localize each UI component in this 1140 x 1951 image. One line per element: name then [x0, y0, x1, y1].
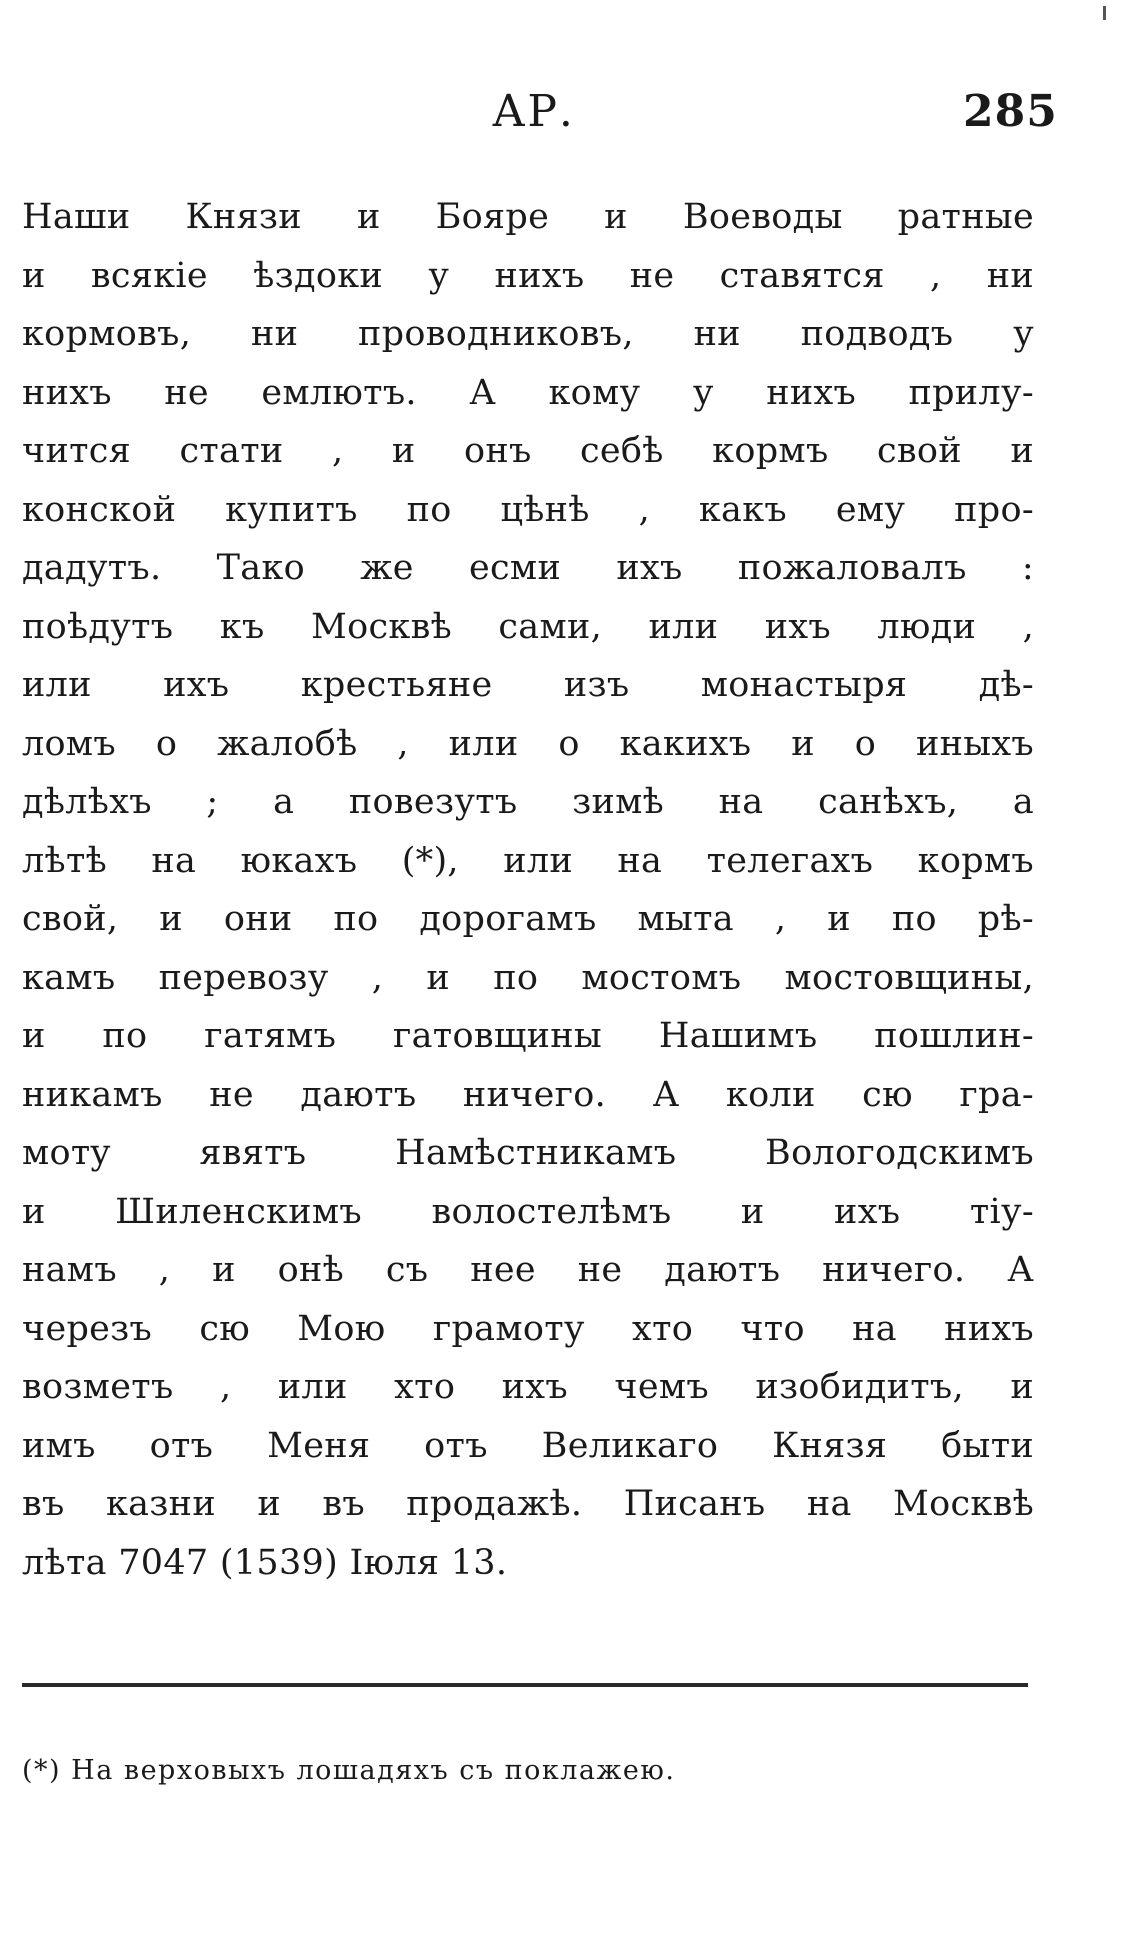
- margin-mark: [1103, 6, 1106, 20]
- text-line: нихъ не емлютъ. А кому у нихъ прилу-: [22, 372, 1034, 413]
- running-head: [0, 86, 1140, 146]
- page-number: 285: [963, 86, 1058, 137]
- text-line: и Шиленскимъ волостелѣмъ и ихъ тіу-: [22, 1191, 1034, 1232]
- footnote-rule: [22, 1683, 1028, 1687]
- text-line: мотy явятъ Намѣстникамъ Вологодскимъ: [22, 1133, 1034, 1173]
- text-line: поѣдутъ къ Москвѣ сами, или ихъ люди ,: [22, 606, 1034, 647]
- text-line: и по гатямъ гатовщины Нашимъ пошлин-: [22, 1016, 1034, 1056]
- text-line: и всякіе ѣздоки у нихъ не ставятся , ни: [22, 255, 1034, 296]
- text-line: дѣлѣхъ ; а повезутъ зимѣ на санѣхъ, а: [22, 782, 1034, 822]
- text-line: черезъ сю Мою грамоту хто что на нихъ: [22, 1308, 1034, 1349]
- text-line: камъ перевозу , и по мостомъ мостовщины,: [22, 957, 1034, 998]
- text-line: дадутъ. Тако же есми ихъ пожаловалъ :: [22, 548, 1034, 588]
- running-title: АР.: [492, 86, 575, 137]
- footnote: (*) На верховыхъ лошадяхъ съ поклажею.: [22, 1755, 676, 1786]
- text-line: возметъ , или хто ихъ чемъ изобидитъ, и: [22, 1367, 1034, 1407]
- text-line: Наши Князи и Бояре и Воеводы ратные: [22, 197, 1034, 237]
- text-line: лѣтѣ на юкахъ (*), или на телегахъ кормъ: [22, 840, 1034, 881]
- body-text: [22, 188, 1034, 1592]
- text-line-last: лѣта 7047 (1539) Іюля 13.: [22, 1542, 508, 1583]
- text-line: конской купитъ по цѣнѣ , какъ ему про-: [22, 489, 1034, 530]
- text-line: въ казни и въ продажѣ. Писанъ на Москвѣ: [22, 1484, 1034, 1524]
- text-line: чится стати , и онъ себѣ кормъ свой и: [22, 431, 1034, 471]
- text-line: никамъ не даютъ ничего. А коли сю гра-: [22, 1074, 1034, 1115]
- text-line: намъ , и онѣ съ нее не даютъ ничего. А: [22, 1250, 1034, 1290]
- text-line: кормовъ, ни проводниковъ, ни подводъ у: [22, 314, 1034, 354]
- text-line: ломъ о жалобѣ , или о какихъ и о иныхъ: [22, 723, 1034, 764]
- text-line: свой, и они по дорогамъ мыта , и по рѣ-: [22, 899, 1034, 939]
- text-line: имъ отъ Меня отъ Великаго Князя быти: [22, 1425, 1034, 1466]
- text-line: или ихъ крестьяне изъ монастыря дѣ-: [22, 665, 1034, 705]
